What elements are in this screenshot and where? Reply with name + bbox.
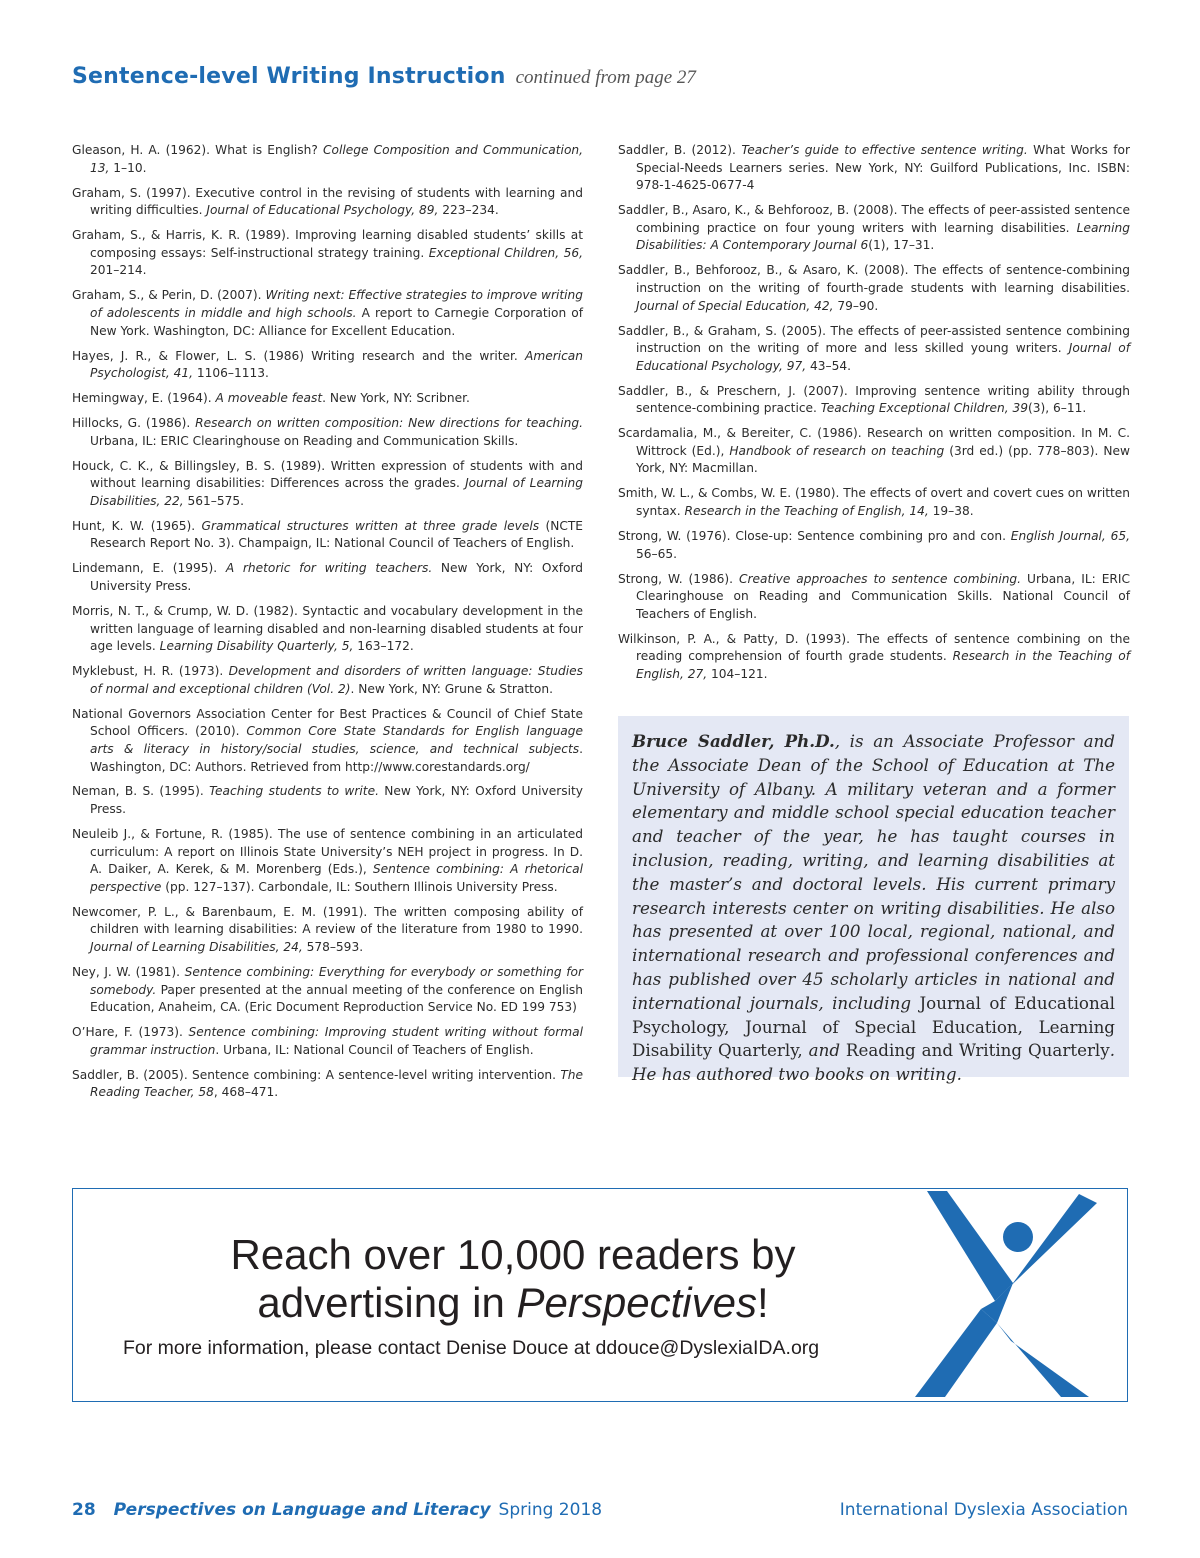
reference-italic: Development and disorders of written language: Studies of normal and exceptional children (Vol. 2) xyxy=(90,664,583,696)
reference-italic: Sentence combining: Everything for everybody or something for somebody. xyxy=(90,965,584,997)
reference-entry xyxy=(72,964,583,1017)
page-header xyxy=(72,64,696,89)
reference-italic: Research in the Teaching of English, 14, xyxy=(684,504,929,519)
reference-italic: College Composition and Communication, 13, xyxy=(90,143,583,175)
reference-entry xyxy=(72,227,583,280)
reference-italic: Sentence combining: Improving student writing without formal grammar instruction xyxy=(90,1025,583,1057)
reference-text: (pp. 127–137). Carbondale, IL: Southern Illinois University Press. xyxy=(161,879,558,894)
reference-entry xyxy=(618,383,1130,418)
reference-text: 43–54. xyxy=(806,358,852,373)
ad-line2-end: ! xyxy=(756,1279,769,1326)
reference-text: (3rd ed.) (pp. 778–803). New York, NY: Macmillan. xyxy=(636,443,1130,476)
reference-text: Scardamalia, M., & Bereiter, C. (1986). Research on written composition. In M. C. Wittrock (Ed.), xyxy=(618,426,1130,458)
reference-italic: Handbook of research on teaching xyxy=(729,443,945,458)
reference-italic: Creative approaches to sentence combining. xyxy=(738,571,1022,586)
reference-text: What Works for Special-Needs Learners series. New York, NY: Guilford Publications, Inc. ISBN: 978-1-4625-0677-4 xyxy=(636,143,1130,193)
reference-entry xyxy=(72,458,583,511)
reference-text: . New York, NY: Grune & Stratton. xyxy=(350,681,553,696)
reference-text: Ney, J. W. (1981). xyxy=(72,965,185,979)
reference-text: 201–214. xyxy=(90,263,147,278)
reference-italic: English Journal, 65, xyxy=(1010,529,1130,544)
continued-note: continued from page 27 xyxy=(515,67,696,88)
person-figure-logo-icon xyxy=(911,1191,1107,1399)
reference-text: Hunt, K. W. (1965). xyxy=(72,518,202,533)
reference-text: (NCTE Research Report No. 3). Champaign, IL: National Council of Teachers of English. xyxy=(90,518,583,551)
issue-season: Spring 2018 xyxy=(498,1500,603,1520)
ad-line2-italic: Perspectives xyxy=(516,1279,757,1326)
reference-text: O’Hare, F. (1973). xyxy=(72,1025,189,1040)
reference-entry xyxy=(72,826,583,896)
page-number: 28 xyxy=(72,1500,96,1520)
reference-italic: Sentence combining: A rhetorical perspective xyxy=(90,862,583,894)
reference-italic: Journal of Educational Psychology, 89, xyxy=(206,203,439,218)
reference-italic: A moveable feast xyxy=(215,391,323,406)
reference-text: 578–593. xyxy=(302,940,364,955)
reference-italic: Common Core State Standards for English language arts & literacy in history/social studies, science, and technical subjects xyxy=(90,724,584,756)
reference-text: Myklebust, H. R. (1973). xyxy=(72,664,229,679)
reference-text: Houck, C. K., & Billingsley, B. S. (1989). Written expression of students with and without learning disabilities: Differences across the grades. xyxy=(72,458,583,491)
reference-text: Lindemann, E. (1995). xyxy=(72,561,226,576)
reference-text: . Washington, DC: Authors. Retrieved from http://www.corestandards.org/ xyxy=(90,741,583,774)
reference-entry xyxy=(72,603,583,656)
reference-italic: Journal of Learning Disabilities, 24, xyxy=(90,940,303,955)
references-left-column xyxy=(72,142,583,1109)
reference-text: Saddler, B., & Preschern, J. (2007). Improving sentence writing ability through sentence-combining practice. xyxy=(618,383,1130,416)
reference-entry xyxy=(618,528,1130,563)
reference-entry xyxy=(618,142,1130,195)
reference-entry xyxy=(72,663,583,698)
reference-text: Saddler, B., Asaro, K., & Behforooz, B. (2008). The effects of peer-assisted sentence combining practice on four young writers with learning disabilities. xyxy=(618,203,1130,235)
reference-entry xyxy=(72,783,583,818)
reference-entry xyxy=(72,185,583,220)
reference-text: 19–38. xyxy=(928,504,974,519)
author-bio-box xyxy=(618,716,1129,1085)
reference-entry xyxy=(618,485,1130,520)
ad-headline xyxy=(153,1231,873,1327)
reference-text: Neuleib J., & Fortune, R. (1985). The use of sentence combining in an articulated curriculum: A report on Illinois State University’s NEH project in progress. In D. A. Daiker, A. Kerek, & M. Morenberg (Eds.), xyxy=(72,827,583,877)
reference-entry xyxy=(72,415,583,450)
bio-text-end: . He has authored two books on writing. xyxy=(632,1040,1115,1085)
reference-italic: Teaching students to write. xyxy=(209,784,379,799)
reference-text: New York, NY: Oxford University Press. xyxy=(90,784,583,817)
reference-text: Gleason, H. A. (1962). What is English? xyxy=(72,143,323,157)
reference-text: Saddler, B., Behforooz, B., & Asaro, K. (2008). The effects of sentence-combining instruction on the writing of fourth-grade students with learning disabilities. xyxy=(618,263,1130,295)
references-right-column xyxy=(618,142,1130,691)
reference-text: Urbana, IL: ERIC Clearinghouse on Reading and Communication Skills. National Council of Teachers of English. xyxy=(636,571,1130,621)
bio-and: and xyxy=(802,1040,846,1061)
reference-italic: Research in the Teaching of English, 27, xyxy=(636,649,1130,681)
reference-entry xyxy=(72,390,583,408)
reference-text: Smith, W. L., & Combs, W. E. (1980). The effects of overt and covert cues on written syntax. xyxy=(618,486,1130,519)
reference-text: Strong, W. (1986). xyxy=(618,571,739,586)
reference-text: A report to Carnegie Corporation of New York. Washington, DC: Alliance for Excellent Education. xyxy=(90,305,583,338)
advertisement-box xyxy=(72,1188,1128,1402)
reference-entry xyxy=(72,560,583,595)
author-name: Bruce Saddler, Ph.D. xyxy=(632,731,835,751)
bio-journals: Journal of Educational Psychology, Journal of Special Education, Learning Disability Quarterly, xyxy=(632,992,1116,1061)
ad-contact: For more information, please contact Denise Douce at ddouce@DyslexiaIDA.org xyxy=(123,1337,820,1359)
reference-entry xyxy=(618,323,1130,376)
reference-entry xyxy=(72,1024,583,1059)
reference-text: Saddler, B., & Graham, S. (2005). The effects of peer-assisted sentence combining instruction on the writing of more and less skilled young writers. xyxy=(618,323,1130,356)
reference-text: Graham, S., & Perin, D. (2007). xyxy=(72,288,266,303)
reference-text: Wilkinson, P. A., & Patty, D. (1993). The effects of sentence combining on the reading comprehension of fourth grade students. xyxy=(618,631,1130,664)
reference-entry xyxy=(72,904,583,957)
reference-text: Hemingway, E. (1964). xyxy=(72,391,216,406)
reference-italic: Grammatical structures written at three grade levels xyxy=(201,518,540,533)
reference-entry xyxy=(618,631,1130,684)
reference-italic: A rhetoric for writing teachers. xyxy=(225,561,433,576)
reference-italic: Learning Disabilities: A Contemporary Journal 6 xyxy=(636,220,1130,253)
reference-text: 163–172. xyxy=(353,639,414,654)
reference-text: 104–121. xyxy=(707,666,768,681)
reference-entry xyxy=(618,202,1130,255)
reference-italic: Teacher’s guide to effective sentence writing. xyxy=(741,143,1028,157)
publication-name: Perspectives on Language and Literacy xyxy=(113,1500,491,1520)
reference-entry xyxy=(72,348,583,383)
reference-entry xyxy=(618,425,1130,478)
reference-text: Paper presented at the annual meeting of the conference on English Education, Anaheim, CA. (Eric Document Reproduction Service No. ED 199 753) xyxy=(90,982,583,1015)
reference-italic: Writing next: Effective strategies to improve writing of adolescents in middle and high schools. xyxy=(90,288,583,320)
reference-text: 79–90. xyxy=(833,298,879,313)
reference-text: (1), 17–31. xyxy=(868,238,935,253)
reference-italic: American Psychologist, 41, xyxy=(90,348,583,381)
bio-journal-last: Reading and Writing Quarterly xyxy=(845,1040,1110,1061)
reference-italic: The Reading Teacher, 58 xyxy=(90,1067,583,1100)
reference-entry xyxy=(72,1067,583,1102)
reference-text: Newcomer, P. L., & Barenbaum, E. M. (1991). The written composing ability of children with learning disabilities: A review of the literature from 1980 to 1990. xyxy=(72,904,583,937)
reference-entry xyxy=(72,142,583,177)
reference-italic: Learning Disability Quarterly, 5, xyxy=(159,639,354,654)
reference-text: 223–234. xyxy=(438,203,499,218)
reference-entry xyxy=(618,571,1130,624)
reference-text: (3), 6–11. xyxy=(1028,401,1087,416)
reference-text: Strong, W. (1976). Close-up: Sentence combining pro and con. xyxy=(618,529,1011,544)
ad-headline-line2 xyxy=(153,1279,873,1327)
ad-headline-line1: Reach over 10,000 readers by xyxy=(230,1231,796,1278)
page-footer xyxy=(72,1500,1128,1526)
reference-text: . Urbana, IL: National Council of Teachers of English. xyxy=(215,1042,534,1057)
reference-italic: Journal of Learning Disabilities, 22, xyxy=(90,476,584,508)
reference-text: New York, NY: Oxford University Press. xyxy=(90,561,583,593)
reference-text: 1106–1113. xyxy=(193,366,269,381)
reference-italic: Journal of Educational Psychology, 97, xyxy=(636,341,1130,373)
reference-italic: Journal of Special Education, 42, xyxy=(636,298,834,313)
reference-text: National Governors Association Center for Best Practices & Council of Chief State School Officers. (2010). xyxy=(72,706,583,739)
bio-text: , is an Associate Professor and the Associate Dean of the School of Education at The University of Albany. A military veteran and a former elementary and middle school special education teacher and teacher of the year, he has taught courses in inclusion, reading, writing, and learning disabilities at the master’s and doctoral levels. His current primary research interests center on writing disabilities. He also has presented at over 100 local, regional, national, and international research and professional conferences and has published over 45 scholarly articles in national and international journals, including xyxy=(632,731,1115,1013)
reference-entry xyxy=(72,287,583,340)
reference-italic: Exceptional Children, 56, xyxy=(428,245,584,260)
reference-text: Hillocks, G. (1986). xyxy=(72,416,196,431)
reference-text: 561–575. xyxy=(183,493,245,508)
reference-entry xyxy=(72,518,583,553)
reference-text: Urbana, IL: ERIC Clearinghouse on Reading and Communication Skills. xyxy=(90,433,519,448)
reference-text: Graham, S., & Harris, K. R. (1989). Improving learning disabled students’ skills at composing essays: Self-instructional strategy training. xyxy=(72,228,583,260)
ad-line2-text: advertising in xyxy=(257,1279,517,1326)
reference-text: . New York, NY: Scribner. xyxy=(322,391,470,406)
section-title: Sentence-level Writing Instruction xyxy=(72,64,506,89)
reference-text: Graham, S. (1997). Executive control in the revising of students with learning and writing difficulties. xyxy=(72,185,583,218)
reference-text: 56–65. xyxy=(636,546,677,561)
reference-entry xyxy=(618,262,1130,315)
organization-name: International Dyslexia Association xyxy=(839,1500,1128,1520)
reference-text: Morris, N. T., & Crump, W. D. (1982). Syntactic and vocabulary development in the written language of learning disabled and non-learning disabled students at four age levels. xyxy=(72,603,583,654)
reference-text: Hayes, J. R., & Flower, L. S. (1986) Writing research and the writer. xyxy=(72,348,525,363)
reference-text: , 468–471. xyxy=(213,1085,279,1100)
reference-text: Saddler, B. (2012). xyxy=(618,143,742,157)
reference-italic: Teaching Exceptional Children, 39 xyxy=(820,401,1029,416)
reference-italic: Research on written composition: New directions for teaching. xyxy=(195,416,583,431)
reference-text: Neman, B. S. (1995). xyxy=(72,784,210,799)
reference-text: 1–10. xyxy=(109,160,147,175)
reference-text: Saddler, B. (2005). Sentence combining: A sentence-level writing intervention. xyxy=(72,1067,561,1082)
reference-entry xyxy=(72,706,583,776)
